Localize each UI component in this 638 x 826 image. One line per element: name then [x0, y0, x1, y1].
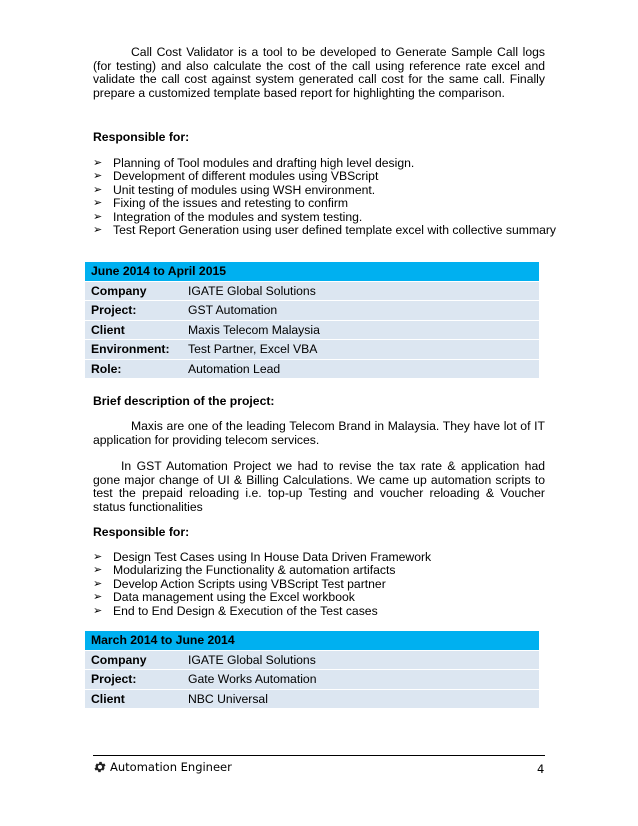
arrow-bullet-icon: ➢ [93, 551, 103, 563]
table-row [85, 690, 539, 710]
row-value: Maxis Telecom Malaysia [182, 321, 539, 341]
row-value: Automation Lead [182, 360, 539, 380]
table-row [85, 282, 539, 302]
footer-divider [93, 755, 545, 756]
row-key: Role: [85, 360, 182, 380]
list-item: ➢ Fixing of the issues and retesting to confirm [93, 196, 349, 211]
brief-description-heading: Brief description of the project: [93, 394, 275, 408]
arrow-bullet-icon: ➢ [93, 223, 103, 236]
arrow-bullet-icon: ➢ [93, 157, 103, 169]
arrow-bullet-icon: ➢ [93, 210, 103, 223]
list-item: ➢ Data management using the Excel workbook [93, 590, 355, 605]
row-key: Project: [85, 301, 182, 321]
responsibility-list-1 [93, 157, 556, 237]
arrow-bullet-icon: ➢ [93, 564, 103, 577]
row-key: Project: [85, 670, 182, 690]
arrow-bullet-icon: ➢ [93, 183, 103, 196]
intro-paragraph: Call Cost Validator is a tool to be developed to Generate Sample Call logs (for testing) and also calculate the cost of the call using reference rate excel and validate the call cost against system generated call cost for the same call. Finally prepare a customized template based report for highlighting the comparison. [93, 45, 545, 100]
arrow-bullet-icon: ➢ [93, 170, 103, 183]
row-value: IGATE Global Solutions [182, 282, 539, 302]
project-description-1: Maxis are one of the leading Telecom Brand in Malaysia. They have lot of IT application for providing telecom services. [93, 419, 545, 447]
list-item: ➢ Planning of Tool modules and drafting high level design. [93, 156, 415, 170]
arrow-bullet-icon: ➢ [93, 197, 103, 210]
footer-title [93, 760, 232, 774]
row-key: Company [85, 651, 182, 671]
arrow-bullet-icon: ➢ [93, 604, 103, 617]
table-row [85, 651, 539, 671]
list-item: ➢ End to End Design & Execution of the Test cases [93, 603, 378, 618]
project-period: March 2014 to June 2014 [85, 631, 539, 651]
project-table-1 [85, 262, 539, 379]
table-row [85, 360, 539, 380]
list-item: ➢ Development of different modules using VBScript [93, 169, 379, 184]
list-item: ➢ Test Report Generation using user defined template excel with collective summary [93, 222, 557, 237]
row-key: Company [85, 282, 182, 302]
row-value: Gate Works Automation [182, 670, 539, 690]
responsible-heading-2: Responsible for: [93, 525, 190, 539]
page-number: 4 [537, 762, 545, 776]
list-item: ➢ Develop Action Scripts using VBScript Test partner [93, 576, 386, 591]
row-value: NBC Universal [182, 690, 539, 710]
table-row [85, 340, 539, 360]
responsible-heading-1: Responsible for: [93, 130, 190, 144]
row-value: Test Partner, Excel VBA [182, 340, 539, 360]
arrow-bullet-icon: ➢ [93, 591, 103, 604]
row-key: Client [85, 321, 182, 341]
table-row [85, 301, 539, 321]
gear-icon [93, 760, 107, 774]
table-row [85, 670, 539, 690]
arrow-bullet-icon: ➢ [93, 577, 103, 590]
project-period: June 2014 to April 2015 [85, 262, 539, 282]
list-item: ➢ Design Test Cases using In House Data Driven Framework [93, 550, 432, 564]
responsibility-list-2 [93, 551, 431, 618]
list-item: ➢ Unit testing of modules using WSH environment. [93, 182, 376, 197]
row-key: Environment: [85, 340, 182, 360]
project-description-2: In GST Automation Project we had to revise the tax rate & application had gone major change of UI & Billing Calculations. We came up automation scripts to test the prepaid reloading i.e. top-up Testing and voucher reloading & Voucher status functionalities [93, 459, 545, 514]
footer-label: Automation Engineer [110, 760, 232, 774]
row-value: IGATE Global Solutions [182, 651, 539, 671]
project-table-2 [85, 631, 539, 709]
row-key: Client [85, 690, 182, 710]
row-value: GST Automation [182, 301, 539, 321]
list-item: ➢ Modularizing the Functionality & automation artifacts [93, 563, 396, 578]
list-item: ➢ Integration of the modules and system testing. [93, 209, 363, 224]
table-row [85, 321, 539, 341]
